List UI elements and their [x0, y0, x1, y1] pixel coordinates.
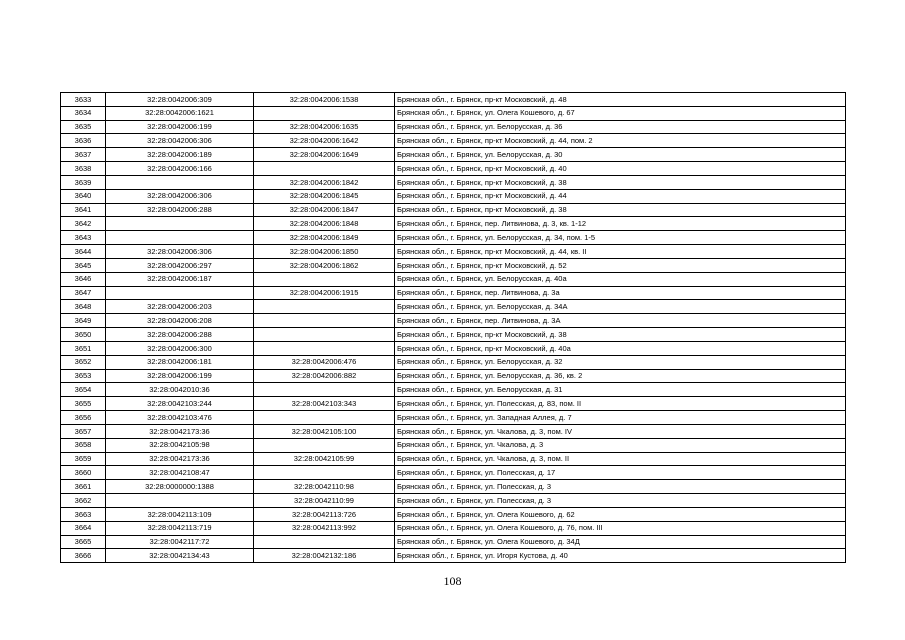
- address-cell: Брянская обл., г. Брянск, ул. Чкалова, д. 3, пом. II: [395, 452, 846, 466]
- row-number-cell: 3655: [61, 397, 106, 411]
- row-number-cell: 3645: [61, 258, 106, 272]
- cadastral-number-cell: [106, 217, 254, 231]
- address-cell: Брянская обл., г. Брянск, ул. Олега Кошевого, д. 76, пом. III: [395, 521, 846, 535]
- object-number-cell: 32:28:0042006:1915: [254, 286, 395, 300]
- address-cell: Брянская обл., г. Брянск, ул. Чкалова, д. 3, пом. IV: [395, 424, 846, 438]
- table-row: [61, 175, 846, 189]
- table-row: [61, 231, 846, 245]
- cadastral-number-cell: 32:28:0042006:309: [106, 93, 254, 107]
- cadastral-number-cell: 32:28:0042108:47: [106, 466, 254, 480]
- row-number-cell: 3650: [61, 328, 106, 342]
- row-number-cell: 3636: [61, 134, 106, 148]
- address-cell: Брянская обл., г. Брянск, пер. Литвинова, д. 3А: [395, 314, 846, 328]
- address-cell: Брянская обл., г. Брянск, пр-кт Московский, д. 38: [395, 175, 846, 189]
- row-number-cell: 3642: [61, 217, 106, 231]
- object-number-cell: 32:28:0042105:99: [254, 452, 395, 466]
- row-number-cell: 3663: [61, 507, 106, 521]
- cadastral-number-cell: 32:28:0042006:203: [106, 300, 254, 314]
- table-row: [61, 286, 846, 300]
- address-cell: Брянская обл., г. Брянск, ул. Белорусская, д. 36, кв. 2: [395, 369, 846, 383]
- cadastral-number-cell: 32:28:0042006:300: [106, 341, 254, 355]
- cadastral-number-cell: 32:28:0042006:306: [106, 134, 254, 148]
- object-number-cell: [254, 341, 395, 355]
- cadastral-number-cell: 32:28:0042173:36: [106, 452, 254, 466]
- row-number-cell: 3665: [61, 535, 106, 549]
- object-number-cell: 32:28:0042006:1847: [254, 203, 395, 217]
- address-cell: Брянская обл., г. Брянск, пр-кт Московский, д. 44, пом. 2: [395, 134, 846, 148]
- object-number-cell: 32:28:0042132:186: [254, 549, 395, 563]
- object-number-cell: [254, 328, 395, 342]
- row-number-cell: 3652: [61, 355, 106, 369]
- table-row: [61, 369, 846, 383]
- address-cell: Брянская обл., г. Брянск, ул. Полесская, д. 3: [395, 480, 846, 494]
- address-cell: Брянская обл., г. Брянск, ул. Западная Аллея, д. 7: [395, 411, 846, 425]
- cadastral-number-cell: 32:28:0042134:43: [106, 549, 254, 563]
- cadastral-number-cell: 32:28:0042105:98: [106, 438, 254, 452]
- cadastral-number-cell: 32:28:0042113:109: [106, 507, 254, 521]
- table-row: [61, 507, 846, 521]
- row-number-cell: 3649: [61, 314, 106, 328]
- cadastral-number-cell: [106, 286, 254, 300]
- row-number-cell: 3647: [61, 286, 106, 300]
- cadastral-number-cell: 32:28:0042006:199: [106, 120, 254, 134]
- table-row: [61, 424, 846, 438]
- table-row: [61, 148, 846, 162]
- address-cell: Брянская обл., г. Брянск, ул. Олега Кошевого, д. 62: [395, 507, 846, 521]
- row-number-cell: 3644: [61, 245, 106, 259]
- row-number-cell: 3640: [61, 189, 106, 203]
- row-number-cell: 3634: [61, 106, 106, 120]
- object-number-cell: [254, 314, 395, 328]
- address-cell: Брянская обл., г. Брянск, ул. Белорусская, д. 34А: [395, 300, 846, 314]
- address-cell: Брянская обл., г. Брянск, пр-кт Московский, д. 38: [395, 328, 846, 342]
- row-number-cell: 3639: [61, 175, 106, 189]
- table-row: [61, 245, 846, 259]
- address-cell: Брянская обл., г. Брянск, ул. Олега Кошевого, д. 67: [395, 106, 846, 120]
- cadastral-number-cell: 32:28:0042010:36: [106, 383, 254, 397]
- row-number-cell: 3637: [61, 148, 106, 162]
- table-row: [61, 355, 846, 369]
- cadastral-number-cell: [106, 494, 254, 508]
- address-cell: Брянская обл., г. Брянск, ул. Олега Кошевого, д. 34Д: [395, 535, 846, 549]
- table-row: [61, 549, 846, 563]
- row-number-cell: 3643: [61, 231, 106, 245]
- address-cell: Брянская обл., г. Брянск, пр-кт Московский, д. 48: [395, 93, 846, 107]
- row-number-cell: 3656: [61, 411, 106, 425]
- row-number-cell: 3666: [61, 549, 106, 563]
- object-number-cell: 32:28:0042110:98: [254, 480, 395, 494]
- cadastral-number-cell: [106, 175, 254, 189]
- object-number-cell: 32:28:0042110:99: [254, 494, 395, 508]
- object-number-cell: 32:28:0042006:1850: [254, 245, 395, 259]
- row-number-cell: 3658: [61, 438, 106, 452]
- row-number-cell: 3651: [61, 341, 106, 355]
- table-row: [61, 411, 846, 425]
- cadastral-number-cell: 32:28:0042006:208: [106, 314, 254, 328]
- row-number-cell: 3646: [61, 272, 106, 286]
- table-row: [61, 120, 846, 134]
- address-cell: Брянская обл., г. Брянск, ул. Полесская, д. 3: [395, 494, 846, 508]
- object-number-cell: 32:28:0042105:100: [254, 424, 395, 438]
- object-number-cell: 32:28:0042006:1849: [254, 231, 395, 245]
- table-row: [61, 438, 846, 452]
- object-number-cell: [254, 106, 395, 120]
- object-number-cell: 32:28:0042006:1842: [254, 175, 395, 189]
- cadastral-number-cell: 32:28:0042103:244: [106, 397, 254, 411]
- row-number-cell: 3662: [61, 494, 106, 508]
- row-number-cell: 3657: [61, 424, 106, 438]
- object-number-cell: [254, 438, 395, 452]
- address-cell: Брянская обл., г. Брянск, ул. Белорусская, д. 36: [395, 120, 846, 134]
- row-number-cell: 3664: [61, 521, 106, 535]
- cadastral-number-cell: 32:28:0042006:306: [106, 245, 254, 259]
- object-number-cell: 32:28:0042006:1642: [254, 134, 395, 148]
- cadastral-number-cell: 32:28:0042006:187: [106, 272, 254, 286]
- object-number-cell: [254, 162, 395, 176]
- address-cell: Брянская обл., г. Брянск, ул. Полесская, д. 17: [395, 466, 846, 480]
- table-row: [61, 93, 846, 107]
- cadastral-number-cell: 32:28:0042006:297: [106, 258, 254, 272]
- object-number-cell: 32:28:0042103:343: [254, 397, 395, 411]
- cadastral-number-cell: 32:28:0042117:72: [106, 535, 254, 549]
- cadastral-number-cell: 32:28:0000000:1388: [106, 480, 254, 494]
- cadastral-number-cell: 32:28:0042006:166: [106, 162, 254, 176]
- address-cell: Брянская обл., г. Брянск, пер. Литвинова, д. 3, кв. 1-12: [395, 217, 846, 231]
- object-number-cell: 32:28:0042113:726: [254, 507, 395, 521]
- table-row: [61, 521, 846, 535]
- address-cell: Брянская обл., г. Брянск, пр-кт Московский, д. 40: [395, 162, 846, 176]
- cadastral-number-cell: 32:28:0042113:719: [106, 521, 254, 535]
- table-row: [61, 341, 846, 355]
- table-row: [61, 328, 846, 342]
- address-cell: Брянская обл., г. Брянск, пр-кт Московский, д. 38: [395, 203, 846, 217]
- table-row: [61, 300, 846, 314]
- page-number: 108: [443, 574, 462, 588]
- object-number-cell: 32:28:0042006:476: [254, 355, 395, 369]
- object-number-cell: 32:28:0042006:882: [254, 369, 395, 383]
- cadastral-number-cell: 32:28:0042006:189: [106, 148, 254, 162]
- address-cell: Брянская обл., г. Брянск, ул. Чкалова, д. 3: [395, 438, 846, 452]
- object-number-cell: [254, 411, 395, 425]
- row-number-cell: 3653: [61, 369, 106, 383]
- row-number-cell: 3641: [61, 203, 106, 217]
- row-number-cell: 3635: [61, 120, 106, 134]
- table-row: [61, 134, 846, 148]
- object-number-cell: [254, 272, 395, 286]
- address-cell: Брянская обл., г. Брянск, ул. Белорусская, д. 34, пом. 1-5: [395, 231, 846, 245]
- table-row: [61, 106, 846, 120]
- row-number-cell: 3638: [61, 162, 106, 176]
- row-number-cell: 3633: [61, 93, 106, 107]
- cadastral-number-cell: 32:28:0042006:288: [106, 203, 254, 217]
- address-cell: Брянская обл., г. Брянск, пр-кт Московский, д. 40а: [395, 341, 846, 355]
- table-row: [61, 466, 846, 480]
- object-number-cell: [254, 535, 395, 549]
- object-number-cell: 32:28:0042006:1845: [254, 189, 395, 203]
- table-row: [61, 383, 846, 397]
- object-number-cell: 32:28:0042006:1649: [254, 148, 395, 162]
- object-number-cell: 32:28:0042113:992: [254, 521, 395, 535]
- cadastral-number-cell: 32:28:0042006:306: [106, 189, 254, 203]
- cadastral-number-cell: 32:28:0042006:288: [106, 328, 254, 342]
- table-row: [61, 480, 846, 494]
- row-number-cell: 3654: [61, 383, 106, 397]
- table-row: [61, 203, 846, 217]
- object-number-cell: 32:28:0042006:1538: [254, 93, 395, 107]
- address-cell: Брянская обл., г. Брянск, пр-кт Московский, д. 44, кв. II: [395, 245, 846, 259]
- address-cell: Брянская обл., г. Брянск, ул. Игоря Кустова, д. 40: [395, 549, 846, 563]
- row-number-cell: 3648: [61, 300, 106, 314]
- address-cell: Брянская обл., г. Брянск, ул. Полесская, д. 83, пом. II: [395, 397, 846, 411]
- address-cell: Брянская обл., г. Брянск, ул. Белорусская, д. 30: [395, 148, 846, 162]
- table-row: [61, 162, 846, 176]
- cadastral-table: [60, 92, 846, 563]
- address-cell: Брянская обл., г. Брянск, пр-кт Московский, д. 44: [395, 189, 846, 203]
- table-row: [61, 258, 846, 272]
- cadastral-number-cell: 32:28:0042103:476: [106, 411, 254, 425]
- table-row: [61, 535, 846, 549]
- object-number-cell: [254, 466, 395, 480]
- object-number-cell: [254, 300, 395, 314]
- row-number-cell: 3659: [61, 452, 106, 466]
- cadastral-number-cell: [106, 231, 254, 245]
- table-row: [61, 397, 846, 411]
- object-number-cell: 32:28:0042006:1635: [254, 120, 395, 134]
- table-row: [61, 272, 846, 286]
- table-row: [61, 494, 846, 508]
- cadastral-number-cell: 32:28:0042173:36: [106, 424, 254, 438]
- row-number-cell: 3661: [61, 480, 106, 494]
- cadastral-number-cell: 32:28:0042006:199: [106, 369, 254, 383]
- cadastral-number-cell: 32:28:0042006:1621: [106, 106, 254, 120]
- table-row: [61, 452, 846, 466]
- row-number-cell: 3660: [61, 466, 106, 480]
- cadastral-number-cell: 32:28:0042006:181: [106, 355, 254, 369]
- address-cell: Брянская обл., г. Брянск, пр-кт Московский, д. 52: [395, 258, 846, 272]
- object-number-cell: 32:28:0042006:1862: [254, 258, 395, 272]
- object-number-cell: [254, 383, 395, 397]
- table-row: [61, 189, 846, 203]
- address-cell: Брянская обл., г. Брянск, ул. Белорусская, д. 31: [395, 383, 846, 397]
- object-number-cell: 32:28:0042006:1848: [254, 217, 395, 231]
- address-cell: Брянская обл., г. Брянск, ул. Белорусская, д. 40а: [395, 272, 846, 286]
- table-row: [61, 314, 846, 328]
- table-body: [61, 93, 846, 563]
- address-cell: Брянская обл., г. Брянск, пер. Литвинова, д. 3а: [395, 286, 846, 300]
- table-row: [61, 217, 846, 231]
- address-cell: Брянская обл., г. Брянск, ул. Белорусская, д. 32: [395, 355, 846, 369]
